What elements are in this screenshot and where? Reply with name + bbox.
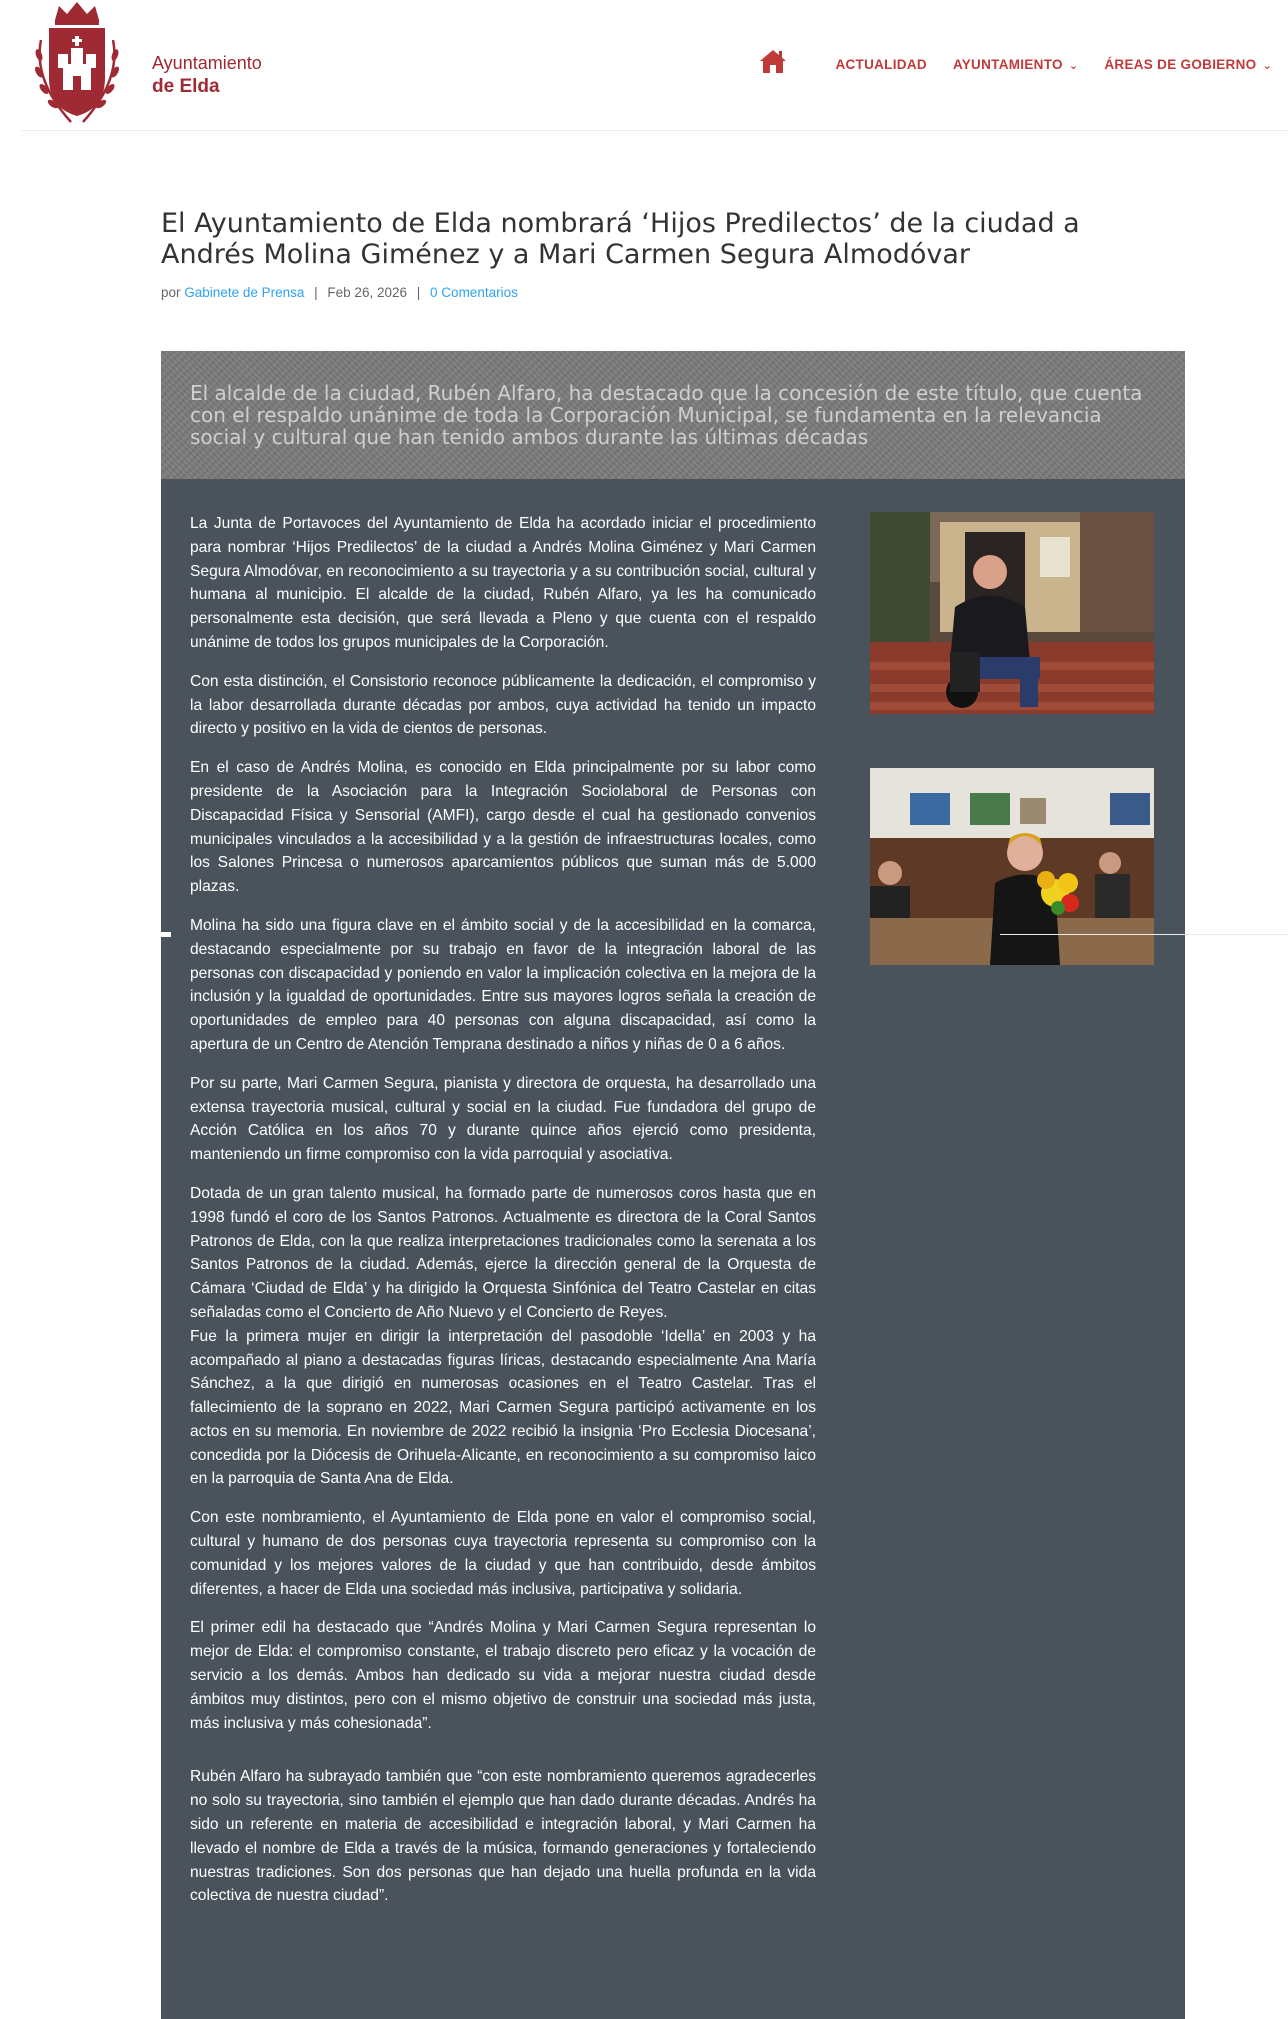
photo-mari-carmen-segura[interactable] (870, 768, 1154, 965)
logo-line-2: de Elda (152, 76, 220, 97)
nav-label-ayuntamiento: AYUNTAMIENTO (952, 56, 1063, 72)
site-header (0, 0, 1288, 132)
article-paragraph: Dotada de un gran talento musical, ha formado parte de numerosos coros hasta que en 1998 fundó el coro de los Santos Patronos. Actualmente es directora de la Coral Santos Patronos de Elda, con la que realiza interpretaciones tradicionales como la serenata a los Santos Patronos de la ciudad. Además, ejerce la dirección general de la Orquesta de Cámara ‘Ciudad de Elda’ y ha dirigido la Orquesta Sinfónica del Teatro Castelar en citas señaladas como el Concierto de Año Nuevo y el Concierto de Reyes. (190, 1184, 816, 1321)
article-paragraph: La Junta de Portavoces del Ayuntamiento de Elda ha acordado iniciar el procedimiento para nombrar ‘Hijos Predilectos’ de la ciudad a Andrés Molina Giménez y Mari Carmen Segura Almodóvar, en reconocimiento a su trayectoria y a su contribución social, cultural y humana al municipio. El alcalde de la ciudad, Rubén Alfaro, ya les ha comunicado personalmente esta decisión, que será llevada a Pleno y que cuenta con el respaldo unánime de todos los grupos municipales de la Corporación. (190, 515, 816, 651)
article-paragraph: Fue la primera mujer en dirigir la interpretación del pasodoble ‘Idella’ en 2003 y ha acompañado al piano a destacadas figuras líricas, destacando especialmente Ana María Sánchez, a la que dirigió en numerosas ocasiones en el Teatro Castelar. Tras el fallecimiento de la soprano en 2022, Mari Carmen Segura participó activamente en los actos en su memoria. En noviembre de 2022 recibió la insignia ‘Pro Ecclesia Diocesana’, concedida por la Diócesis de Orihuela-Alicante, en reconocimiento a su compromiso laico en la parroquia de Santa Ana de Elda. (190, 1327, 816, 1488)
site-logo-text[interactable] (152, 52, 262, 98)
article-title: El Ayuntamiento de Elda nombrará ‘Hijos Predilectos’ de la ciudad a Andrés Molina Giménez y a Mari Carmen Segura Almodóvar (161, 208, 1080, 270)
main-navigation (759, 54, 1272, 74)
header-divider (22, 130, 1288, 131)
article-lead-box (161, 351, 1185, 479)
article-body (190, 512, 816, 1923)
chevron-down-icon: ⌄ (1068, 59, 1079, 72)
article-paragraph: Con esta distinción, el Consistorio reconoce públicamente la dedicación, el compromiso y la labor desarrollada durante décadas por ambos, cuya actividad ha tenido un impacto directo y positivo en la vida de cientos de personas. (190, 672, 816, 738)
meta-separator: | (416, 285, 421, 300)
nav-item-areas-de-gobierno[interactable] (1104, 57, 1272, 72)
publish-date: Feb 26, 2026 (327, 285, 407, 300)
meta-separator: | (314, 285, 318, 300)
article-paragraph: Por su parte, Mari Carmen Segura, pianista y directora de orquesta, ha desarrollado una extensa trayectoria musical, cultural y social en la ciudad. Fue fundadora del grupo de Acción Católica en los años 70 y durante quince años ejerció como presidenta, manteniendo un firme compromiso con la vida parroquial y asociativa. (190, 1074, 816, 1164)
article-paragraph: El primer edil ha destacado que “Andrés Molina y Mari Carmen Segura representan lo mejor de Elda: el compromiso constante, el trabajo discreto pero eficaz y la vocación de servicio a los demás. Ambos han dedicado su vida a mejorar nuestra ciudad desde ámbitos muy distintos, pero con el mismo objetivo de construir una sociedad más justa, más inclusiva y más cohesionada”. (190, 1619, 816, 1732)
article-paragraph: Con este nombramiento, el Ayuntamiento de Elda pone en valor el compromiso social, cultural y humano de dos personas cuya trayectoria representa su compromiso con la comunidad y los mejores valores de la ciudad y que han contribuido, desde ámbitos diferentes, a hacer de Elda una sociedad más inclusiva, participativa y solidaria. (190, 1509, 816, 1598)
article-meta (161, 285, 518, 300)
decorative-divider (1000, 934, 1288, 935)
decorative-mark (160, 932, 171, 937)
nav-item-actualidad[interactable] (835, 57, 927, 72)
photo-andres-molina[interactable] (870, 512, 1154, 714)
nav-label-actualidad: ACTUALIDAD (835, 56, 927, 72)
nav-item-ayuntamiento[interactable] (953, 57, 1078, 72)
home-icon[interactable] (759, 48, 787, 74)
article-paragraph: Rubén Alfaro ha subrayado también que “con este nombramiento queremos agradecerles no solo su trayectoria, sino también el ejemplo que han dado durante décadas. Andrés ha sido un referente en materia de accesibilidad e integración laboral, y Mari Carmen ha llevado el nombre de Elda a través de la música, formando generaciones y fortaleciendo nuestras tradiciones. Son dos personas que han dejado una huella profunda en la vida colectiva de nuestra ciudad”. (190, 1768, 816, 1905)
article-lead-text: El alcalde de la ciudad, Rubén Alfaro, ha destacado que la concesión de este título, que cuenta con el respaldo unánime de toda la Corporación Municipal, se fundamenta en la relevancia social y cultural que han tenido ambos durante las últimas décadas (190, 381, 1143, 449)
article-paragraph: Molina ha sido una figura clave en el ámbito social y de la accesibilidad en la comarca, destacando especialmente por su trabajo en favor de la integración laboral de las personas con discapacidad y poniendo en valor la implicación colectiva en la mejora de la inclusión y la igualdad de oportunidades. Entre sus mayores logros señala la creación de oportunidades de empleo para 40 personas con alguna discapacidad, así como la apertura de un Centro de Atención Temprana destinado a niños y niñas de 0 a 6 años. (190, 916, 816, 1053)
city-coat-of-arms-logo[interactable] (31, 0, 123, 128)
meta-by: por (161, 285, 181, 300)
comments-link[interactable]: 0 Comentarios (430, 285, 518, 300)
chevron-down-icon: ⌄ (1262, 59, 1272, 72)
author-link[interactable]: Gabinete de Prensa (184, 285, 305, 300)
article-paragraph: En el caso de Andrés Molina, es conocido en Elda principalmente por su labor como presidente de la Asociación para la Integración Sociolaboral de Personas con Discapacidad Física y Sensorial (AMFI), cargo desde el cual ha gestionado convenios municipales vinculados a la accesibilidad y a la gestión de infraestructuras locales, como los Salones Princesa o numerosos aparcamientos públicos que suman más de 5.000 plazas. (190, 759, 816, 896)
article-content (161, 479, 1185, 2019)
logo-line-1: Ayuntamiento (152, 53, 262, 73)
nav-label-areas-de-gobierno: ÁREAS DE GOBIERNO (1104, 56, 1257, 72)
